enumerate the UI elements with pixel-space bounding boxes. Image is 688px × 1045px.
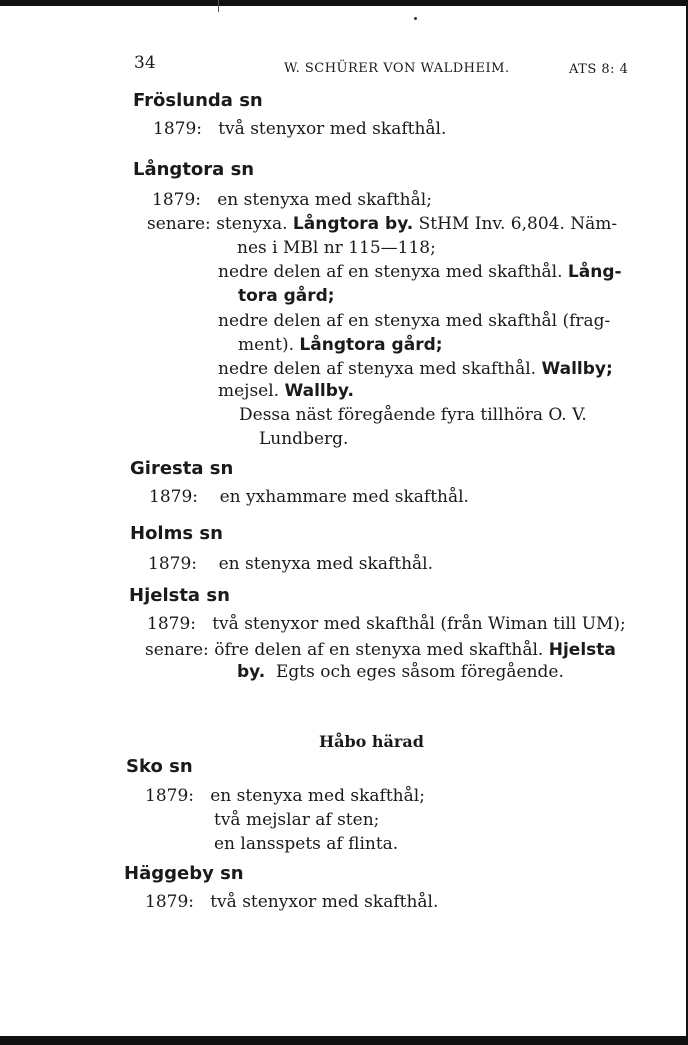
series-label: ATS 8: 4 [569, 62, 629, 77]
place-name: Wallby. [284, 381, 354, 401]
parish-heading-sko [126, 756, 193, 777]
entry-line: två mejslar af sten; [214, 810, 380, 830]
entry-line [237, 662, 564, 682]
entry-line [149, 487, 469, 507]
entry-text: en stenyxa med skafthål. [218, 554, 434, 574]
entry-line [153, 119, 446, 139]
year-label: 1879: [149, 487, 198, 507]
entry-line: nedre delen af en stenyxa med skafthål (frag- [218, 311, 611, 331]
year-label: senare: [147, 214, 211, 234]
parish-name: Giresta [130, 458, 204, 479]
district-heading: Håbo härad [319, 732, 424, 751]
entry-line: Dessa näst föregående fyra tillhöra O. V. [239, 405, 587, 425]
parish-suffix: sn [239, 90, 263, 111]
entry-line [147, 214, 617, 234]
parish-heading-holms [130, 523, 223, 544]
parish-suffix: sn [209, 458, 234, 479]
year-label: 1879: [145, 892, 194, 912]
parish-suffix: sn [230, 159, 255, 180]
page-number: 34 [134, 53, 156, 73]
entry-line: en lansspets af flinta. [214, 834, 399, 854]
entry-line [218, 359, 613, 379]
parish-suffix: sn [220, 863, 244, 884]
entry-text: stenyxa. [216, 214, 288, 234]
place-name: Hjelsta [548, 640, 616, 660]
parish-suffix: sn [206, 585, 230, 606]
place-name: Wallby; [541, 359, 613, 379]
year-label: 1879: [148, 554, 197, 574]
scan-bottom-edge [0, 1036, 688, 1045]
parish-name: Häggeby [124, 863, 214, 884]
entry-line [218, 262, 622, 282]
parish-suffix: sn [199, 523, 223, 544]
entry-line [147, 614, 626, 634]
parish-heading-haggeby [124, 863, 244, 884]
scan-speck [414, 17, 417, 20]
parish-heading-hjelsta [129, 585, 230, 606]
place-name: Långtora by. [292, 214, 414, 234]
place-name: Lång- [567, 262, 622, 282]
entry-text: en stenyxa med skafthål; [217, 190, 432, 210]
parish-heading-giresta [130, 458, 233, 479]
entry-text: öfre delen af en stenyxa med skafthål. [214, 640, 544, 660]
entry-line [152, 190, 432, 210]
scan-mark [218, 0, 219, 12]
parish-name: Sko [126, 756, 163, 777]
year-label: 1879: [147, 614, 196, 634]
entry-text: två stenyxor med skafthål. [218, 119, 447, 139]
entry-text: mejsel. [218, 381, 280, 401]
entry-line [145, 786, 425, 806]
entry-text: två stenyxor med skafthål. [210, 892, 439, 912]
entry-text: en stenyxa med skafthål; [210, 786, 425, 806]
year-label: 1879: [145, 786, 194, 806]
entry-line [148, 554, 433, 574]
year-label: senare: [145, 640, 209, 660]
running-title: W. SCHÜRER VON WALDHEIM. [284, 61, 510, 76]
parish-suffix: sn [169, 756, 193, 777]
parish-name: Långtora [133, 159, 225, 180]
year-label: 1879: [153, 119, 202, 139]
entry-text: två stenyxor med skafthål (från Wiman till UM); [212, 614, 626, 634]
entry-text: en yxhammare med skafthål. [219, 487, 469, 507]
entry-line: nes i MBl nr 115—118; [237, 238, 436, 258]
entry-line [145, 640, 616, 660]
place-name: tora gård; [238, 286, 335, 306]
parish-heading-froslunda [133, 90, 263, 111]
entry-line [218, 381, 354, 401]
year-label: 1879: [152, 190, 201, 210]
parish-name: Fröslunda [133, 90, 233, 111]
entry-line: Lundberg. [259, 429, 349, 449]
parish-heading-langtora [133, 159, 254, 180]
parish-name: Holms [130, 523, 194, 544]
entry-text: Egts och eges såsom föregående. [275, 662, 564, 682]
entry-text: nedre delen af stenyxa med skafthål. [218, 359, 537, 379]
entry-line [238, 335, 443, 355]
parish-name: Hjelsta [129, 585, 201, 606]
entry-text: StHM Inv. 6,804. Näm- [418, 214, 618, 234]
entry-line [145, 892, 438, 912]
scan-top-edge [0, 0, 688, 6]
entry-text: nedre delen af en stenyxa med skafthål. [218, 262, 563, 282]
place-name: Långtora gård; [299, 335, 443, 355]
place-name: by. [237, 662, 266, 682]
entry-text: ment). [238, 335, 294, 355]
